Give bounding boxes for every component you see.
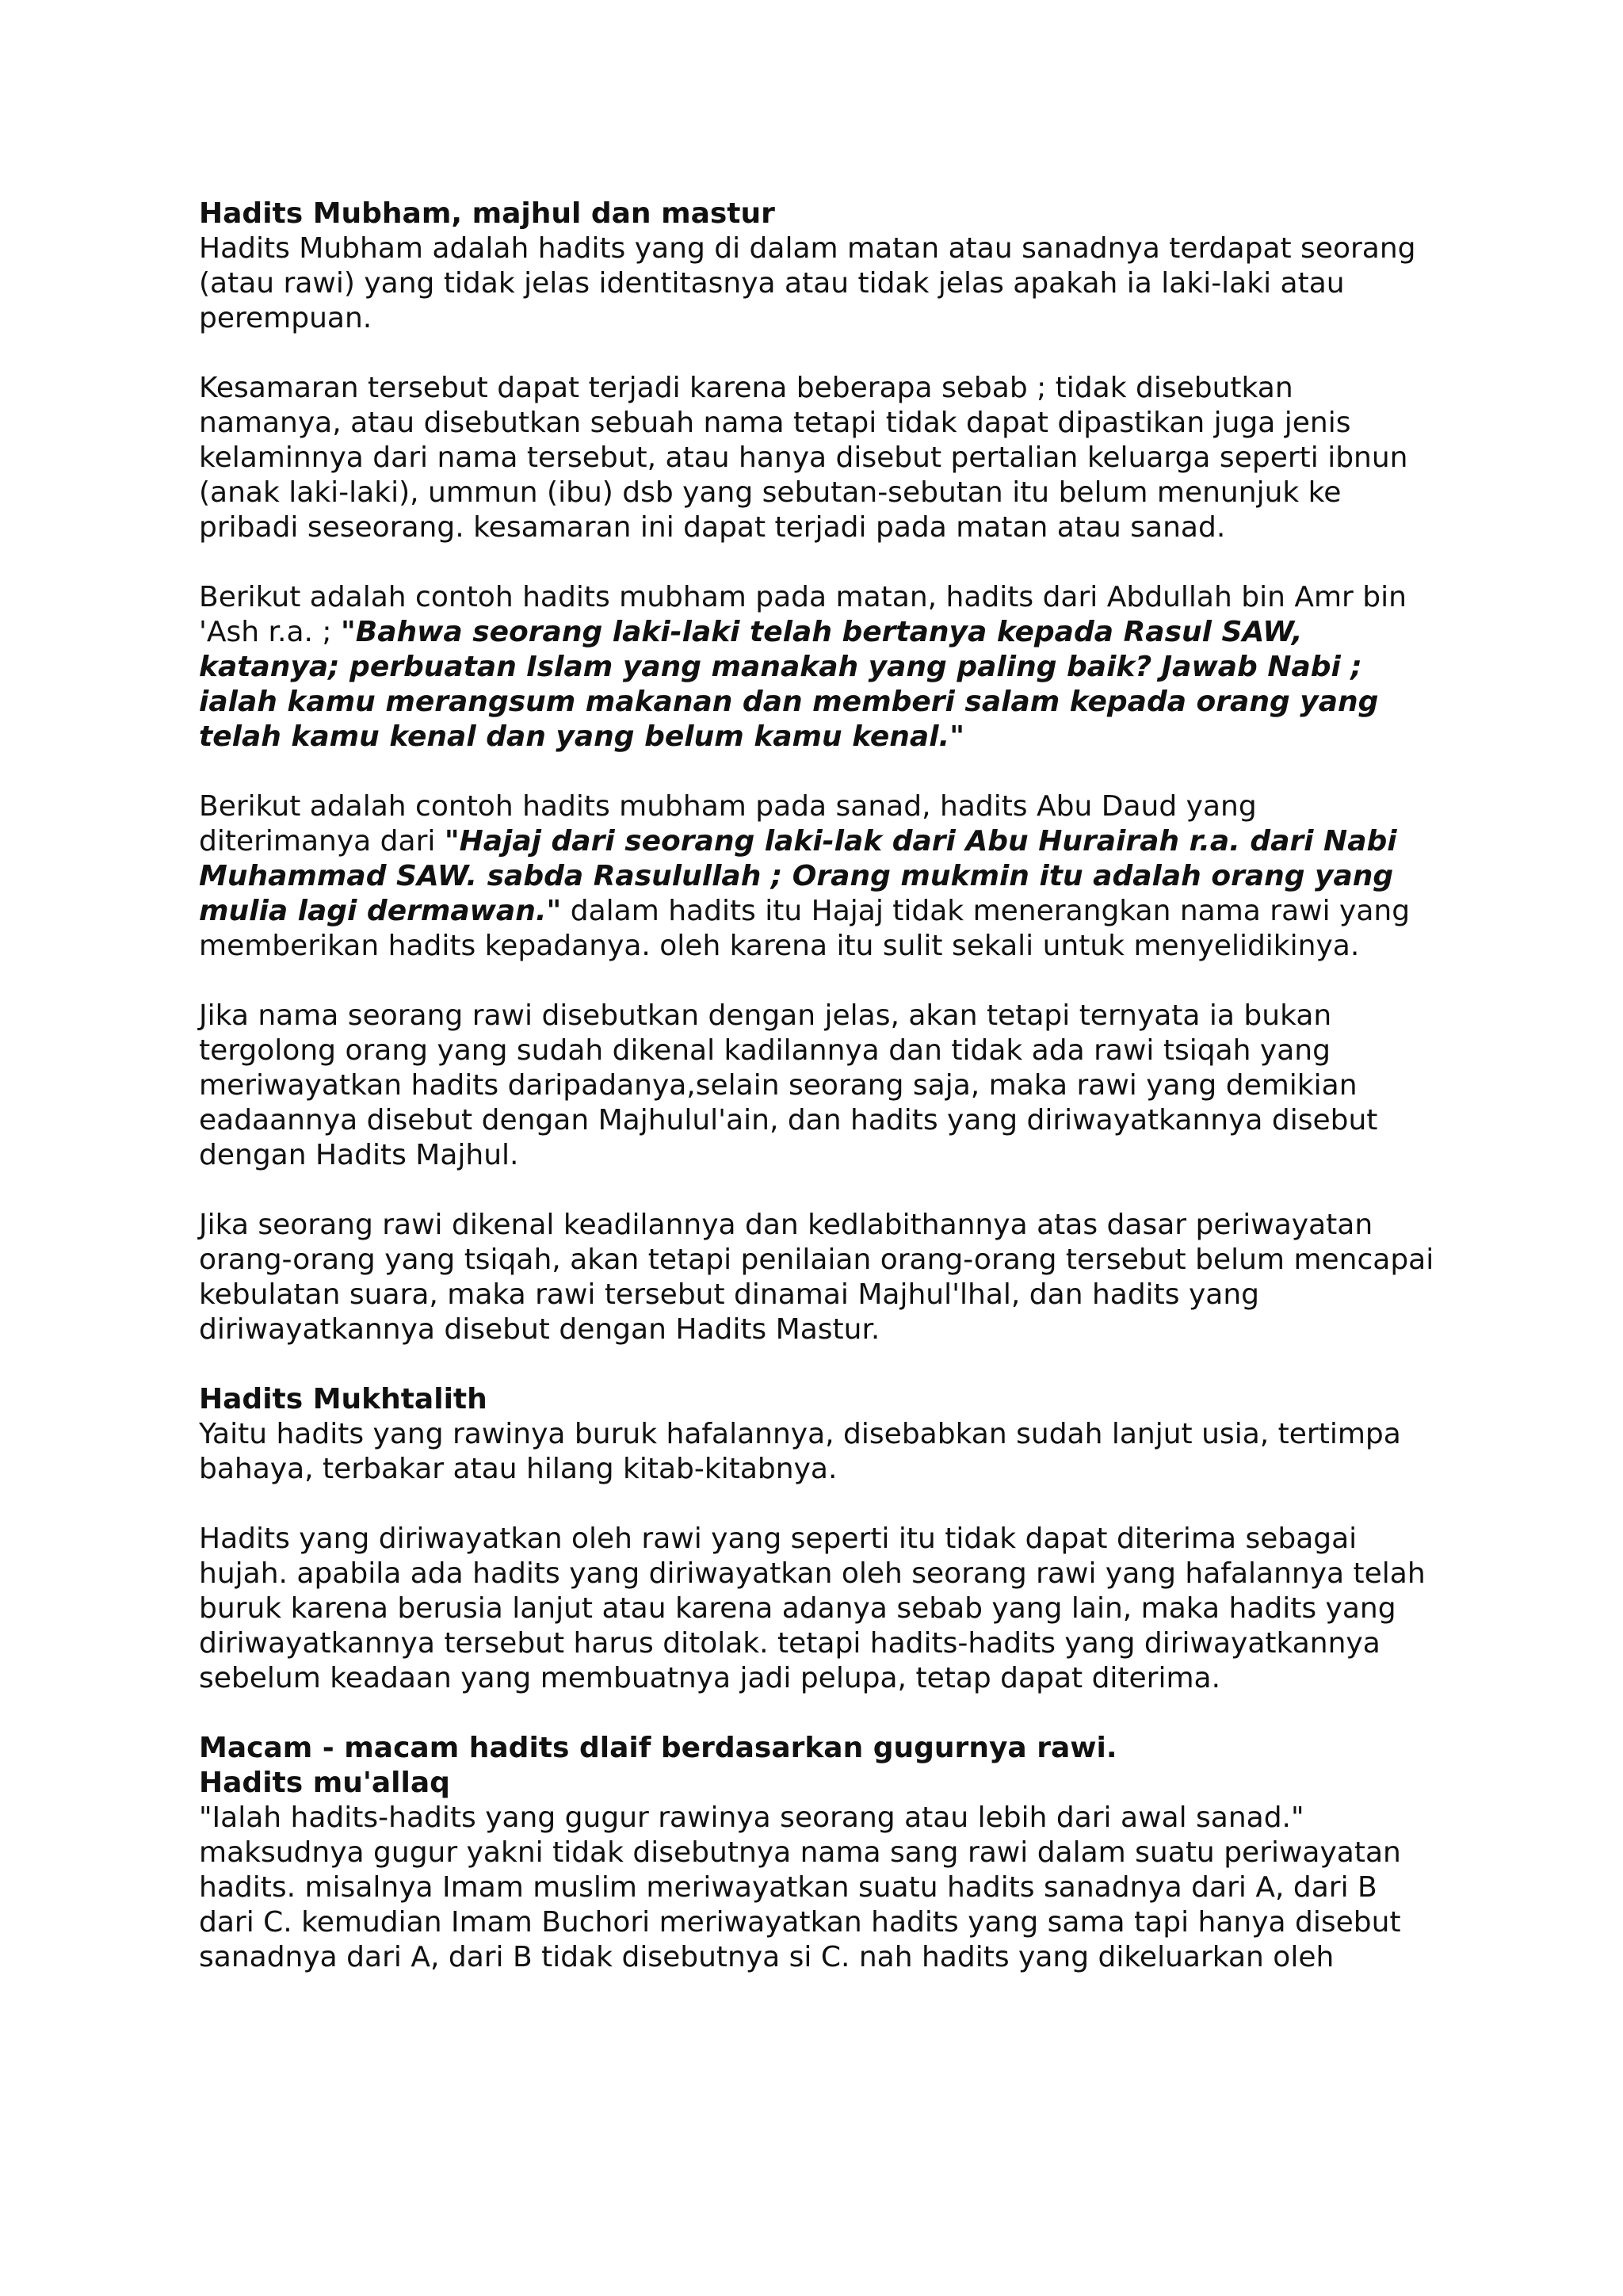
paragraph-mukhtalith-definition: Yaitu hadits yang rawinya buruk hafalannya, disebabkan sudah lanjut usia, tertimpa bahaya, terbakar atau hilang kitab-kitabnya. (199, 1418, 1401, 1485)
paragraph-mastur: Jika seorang rawi dikenal keadilannya dan kedlabithannya atas dasar periwayatan orang-orang yang tsiqah, akan tetapi penilaian orang-orang tersebut belum mencapai kebulatan suara, maka rawi tersebut dinamai Majhul'lhal, dan hadits yang diriwayatkannya disebut dengan Hadits Mastur. (199, 1209, 1434, 1346)
document-page (199, 197, 1435, 2010)
heading-macam-hadits-dlaif: Macam - macam hadits dlaif berdasarkan gugurnya rawi. (199, 1732, 1117, 1764)
paragraph-mubham-matan-example (199, 580, 1435, 755)
matan-example-intro: Berikut adalah contoh hadits mubham pada matan, hadits dari Abdullah bin Amr bin 'Ash r.a. ; (199, 581, 1407, 648)
matan-example-quote: "Bahwa seorang laki-laki telah bertanya kepada Rasul SAW, katanya; perbuatan Islam yang manakah yang paling baik? Jawab Nabi ; ialah kamu merangsum makanan dan memberi salam kepada orang yang telah kamu kenal dan yang belum kamu kenal." (199, 616, 1379, 753)
paragraph-majhul: Jika nama seorang rawi disebutkan dengan jelas, akan tetapi ternyata ia bukan tergolong orang yang sudah dikenal kadilannya dan tidak ada rawi tsiqah yang meriwayatkan hadits daripadanya,selain seorang saja, maka rawi yang demikian eadaannya disebut dengan Majhulul'ain, dan hadits yang diriwayatkannya disebut dengan Hadits Majhul. (199, 999, 1378, 1171)
paragraph-mukhtalith-ruling: Hadits yang diriwayatkan oleh rawi yang seperti itu tidak dapat diterima sebagai hujah. apabila ada hadits yang diriwayatkan oleh seorang rawi yang hafalannya telah buruk karena berusia lanjut atau karena adanya sebab yang lain, maka hadits yang diriwayatkannya tersebut harus ditolak. tetapi hadits-hadits yang diriwayatkannya sebelum keadaan yang membuatnya jadi pelupa, tetap dapat diterima. (199, 1522, 1426, 1694)
heading-hadits-mubham: Hadits Mubham, majhul dan mastur (199, 197, 775, 230)
paragraph-muallaq-definition: "Ialah hadits-hadits yang gugur rawinya seorang atau lebih dari awal sanad." maksudnya gugur yakni tidak disebutnya nama sang rawi dalam suatu periwayatan hadits. misalnya Imam muslim meriwayatkan suatu hadits sanadnya dari A, dari B dari C. kemudian Imam Buchori meriwayatkan hadits yang sama tapi hanya disebut sanadnya dari A, dari B tidak disebutnya si C. nah hadits yang dikeluarkan oleh (199, 1801, 1401, 1973)
paragraph-mubham-causes: Kesamaran tersebut dapat terjadi karena beberapa sebab ; tidak disebutkan namanya, atau disebutkan sebuah nama tetapi tidak dapat dipastikan juga jenis kelaminnya dari nama tersebut, atau hanya disebut pertalian keluarga seperti ibnun (anak laki-laki), ummun (ibu) dsb yang sebutan-sebutan itu belum menunjuk ke pribadi seseorang. kesamaran ini dapat terjadi pada matan atau sanad. (199, 372, 1408, 544)
paragraph-mubham-sanad-example (199, 789, 1435, 964)
paragraph-mubham-definition: Hadits Mubham adalah hadits yang di dalam matan atau sanadnya terdapat seorang (atau rawi) yang tidak jelas identitasnya atau tidak jelas apakah ia laki-laki atau perempuan. (199, 232, 1416, 334)
heading-hadits-muallaq: Hadits mu'allaq (199, 1767, 450, 1799)
sanad-example-quote: "Hajaj dari seorang laki-lak dari Abu Hurairah r.a. dari Nabi Muhammad SAW. sabda Rasulullah ; Orang mukmin itu adalah orang yang mulia lagi dermawan." (199, 825, 1397, 927)
sanad-example-rest: dalam hadits itu Hajaj tidak menerangkan nama rawi yang memberikan hadits kepadanya. oleh karena itu sulit sekali untuk menyelidikinya. (199, 895, 1411, 962)
sanad-example-intro: Berikut adalah contoh hadits mubham pada sanad, hadits Abu Daud yang diterimanya dari (199, 790, 1257, 858)
heading-hadits-mukhtalith: Hadits Mukhtalith (199, 1383, 487, 1415)
